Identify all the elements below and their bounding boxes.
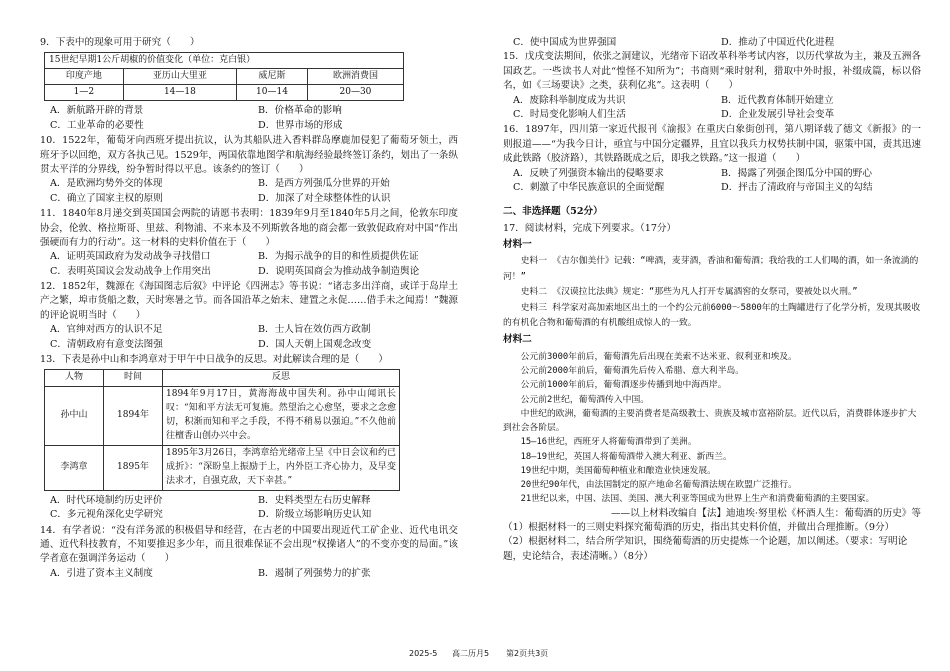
- footer-page-number: 第2页共3页: [506, 649, 549, 658]
- option: B．为揭示战争的目的和性质提供佐证: [258, 251, 419, 263]
- material-line: 21世纪以来，中国、法国、美国、澳大利亚等国成为世界上生产和消费葡萄酒的主要国家。: [520, 494, 875, 505]
- option: D．国人天朝上国观念改变: [258, 338, 372, 350]
- option: C．确立了国家主权的原则: [50, 192, 163, 204]
- footer-grade: 高二历月5: [452, 649, 490, 658]
- section-title: 二、非选择题（52分）: [503, 206, 603, 218]
- option: B．士人旨在效仿西方政制: [258, 324, 371, 336]
- question-10-stem: 10．1522年，葡萄牙向西班牙提出抗议，认为其船队进入香料群岛摩鹿加侵犯了葡萄牙领土，西班牙予以回绝，双方各执己见。1529年，两国依靠地图学和航海经验最终签订条约，划出了一条纵贯太平洋的分界线，纷争暂时得以平息。该条约的签订（ ）: [40, 135, 458, 175]
- option: A．官绅对西方的认识不足: [50, 324, 163, 336]
- option: B．揭露了列强企图瓜分中国的野心: [721, 167, 872, 179]
- table-row: [45, 446, 400, 491]
- table-title: 15世纪早期1公斤胡椒的价值变化（单位：克白银）: [45, 53, 404, 69]
- table-cell: 20—30: [307, 85, 403, 101]
- question-10: [40, 134, 458, 206]
- option: C．表明英国议会发动战争上作用突出: [50, 265, 211, 277]
- material-line: 20世纪90年代，由法国制定的原产地命名葡萄酒法规在欧盟广泛推行。: [520, 480, 797, 491]
- option: A．新航路开辟的背景: [50, 105, 144, 117]
- question-9-options: [40, 104, 458, 133]
- question-11: [40, 207, 458, 279]
- material-1-title: 材料一: [503, 239, 532, 251]
- question-9: [40, 36, 458, 133]
- question-15-options: [503, 94, 921, 123]
- option: D．企业发展引导社会变革: [721, 108, 835, 120]
- material-line: 15—16世纪，西班牙人将葡萄酒带到了美洲。: [520, 437, 697, 448]
- question-13-stem: 13．下表是孙中山和李鸿章对于甲午中日战争的反思。对此解读合理的是（ ）: [40, 354, 388, 366]
- footer-date: 2025-5: [409, 649, 438, 658]
- requirement-2: （2）根据材料二，结合所学知识，围绕葡萄酒的历史提炼一个论题，加以阐述。（要求：写明论题，史论结合，表述清晰。）（8分）: [503, 536, 908, 562]
- option: B．价格革命的影响: [258, 105, 342, 117]
- question-9-stem: 9．下表中的现象可用于研究（ ）: [40, 37, 200, 48]
- table-header: 时间: [104, 370, 163, 387]
- question-16: [503, 123, 921, 195]
- option: A．废除科举制度成为共识: [513, 94, 626, 106]
- question-12-stem: 12．1852年，魏源在《海国图志后叙》中评论《四洲志》等书说：“诸志多出洋商，或详于岛岸土产之繁，埠市货船之数，天时寒暑之节。而各国沿革之始末、建置之永促……借手未之闻焉！”魏源的评论说明当时（ ）: [40, 281, 458, 321]
- question-12: [40, 280, 458, 352]
- question-13-options: [40, 494, 458, 523]
- material-line: 公元前2000年前后，葡萄酒先后传入希腊、意大利半岛。: [520, 366, 745, 377]
- question-14-options-cont: [503, 36, 921, 50]
- option: C．工业革命的必要性: [50, 119, 144, 131]
- material-line: 中世纪的欧洲，葡萄酒的主要消费者是高级教士、贵族及城市富裕阶层。近代以后，消费群体逐步扩大到社会各阶层。: [503, 408, 917, 434]
- material-source: ——以上材料改编自【法】迪迪埃·努里松《杯酒人生：葡萄酒的历史》等: [610, 507, 921, 519]
- table-cell: 1894年9月17日，黄海海战中国失利。孙中山闻讯长叹：“知和平方法无可复施。然望治之心愈坚，要求之念愈切，积渐而知和平之手段，不得不稍易以强迫。”不久他前往檀香山创办兴中会。: [163, 387, 400, 446]
- table-cell: 10—14: [237, 85, 308, 101]
- option: A．证明英国政府为发动战争寻找借口: [50, 251, 211, 263]
- material-line: 史料二 《汉谟拉比法典》规定：“那些为凡人打开专属酒窖的女祭司，要被处以火刑。”: [520, 287, 858, 298]
- right-column: [503, 36, 921, 564]
- question-11-options: [40, 250, 458, 279]
- option: A．是欧洲均势外交的体现: [50, 178, 163, 190]
- question-15: [503, 50, 921, 122]
- question-12-options: [40, 323, 458, 352]
- question-17-stem: 17．阅读材料，完成下列要求。（17分）: [503, 222, 677, 234]
- option: A．反映了列强资本输出的侵略要求: [513, 167, 664, 179]
- reflection-table: [44, 369, 400, 491]
- question-15-stem: 15．戊戌变法期间，依张之洞建议，光绪帝下诏改革科举考试内容，以历代掌故为主，兼及五洲各国政艺。一些读书人对此“惶怪不知所为”；书商则“乘时射利，猎取中外时报，补缀成篇，标以俗名，如《三场要诀》之类，获利亿兆”。这表明（ ）: [503, 51, 921, 92]
- table-header: 威尼斯: [237, 69, 308, 85]
- material-line: 公元前2世纪，葡萄酒传入中国。: [520, 394, 650, 405]
- material-1: [503, 254, 921, 331]
- option: B．遏制了列强势力的扩张: [258, 567, 371, 579]
- option: C．时局变化影响人们生活: [513, 108, 626, 120]
- material-line: 史料一 《吉尔伽美什》记载：“啤酒，麦芽酒，香油和葡萄酒；我给我的工人们喝的酒，如一条流淌的河！”: [503, 256, 919, 282]
- material-line: 19世纪中期，美国葡萄种植业和酿造业快速发展。: [520, 465, 716, 476]
- table-cell: 1895年3月26日，李鸿章给光绪帝上呈《中日会议和约已成折》：“深盼皇上振励于上，内外臣工齐心协力，及早变法求才，自强克敌，天下幸甚。”: [163, 446, 400, 491]
- question-16-stem: 16．1897年，四川第一家近代报刊《渝报》在重庆白象街创刊，第八期译载了德文《新报》的一则报道——“为我今日计，亟宜与中国分定疆界，且宜以我兵力权势扶制中国，驱策中国，责其迅速成此铁路（胶济路），其铁路既成之后，即我之铁路。”这一报道（ ）: [503, 124, 921, 165]
- option: D．加深了对全球整体性的认识: [258, 192, 391, 204]
- question-16-options: [503, 167, 921, 196]
- table-header: 亚历山大里亚: [123, 69, 236, 85]
- question-14: [40, 524, 458, 582]
- question-14-stem: 14．有学者说：“没有洋务派的积极倡导和经营，在古老的中国要出现近代工矿企业、近代电讯交通、近代科技教育，不知要推迟多少年，而且很难保证不会出现“权操诸人”的不变亦变的局面。”该学者意在强调洋务运动（ ）: [40, 524, 458, 565]
- option: A．时代环境制约历史评价: [50, 494, 163, 506]
- question-10-options: [40, 177, 458, 206]
- table-cell: 1—2: [45, 85, 124, 101]
- table-cell: 孙中山: [45, 387, 104, 446]
- material-line: 18—19世纪，英国人将葡萄酒带入澳大利亚、新西兰。: [520, 451, 732, 462]
- table-header: 人物: [45, 370, 104, 387]
- left-column: [40, 36, 458, 582]
- option: D．推动了中国近代化进程: [721, 37, 835, 48]
- option: B．近代教育体制开始建立: [721, 94, 834, 106]
- question-13: [40, 353, 458, 523]
- table-cell: 李鸿章: [45, 446, 104, 491]
- option: D．抨击了清政府与帝国主义的勾结: [721, 181, 873, 193]
- table-header: 反思: [163, 370, 400, 387]
- requirement-1: （1）根据材料一的三则史料探究葡萄酒的历史，指出其史料价值，并做出合理推断。（9分）: [503, 521, 895, 533]
- material-2-title: 材料二: [503, 334, 532, 346]
- table-cell: 14—18: [123, 85, 236, 101]
- option: C．刺激了中华民族意识的全面觉醒: [513, 181, 665, 193]
- table-header: 欧洲消费国: [307, 69, 403, 85]
- option: D．世界市场的形成: [258, 119, 343, 131]
- option: C．多元视角深化史学研究: [50, 509, 163, 521]
- option: D．说明英国商会为推动战争制造舆论: [258, 265, 420, 277]
- option: C．使中国成为世界强国: [513, 37, 617, 48]
- question-11-stem: 11．1840年8月递交到英国国会两院的请愿书表明：1839年9月至1840年5月之间，伦敦东印度协会，伦敦、格拉斯哥、里兹、利物浦、不来本及不列斯敦各地的商会都一致敦促政府对中国“作出强硬而有力的行动”。这一材料的史料价值在于（ ）: [40, 208, 458, 248]
- material-line: 公元前3000年前后，葡萄酒先后出现在美索不达米亚、叙利亚和埃及。: [520, 351, 797, 362]
- table-cell: 1894年: [104, 387, 163, 446]
- option: A．引进了资本主义制度: [50, 567, 153, 579]
- question-14-options: [40, 567, 458, 581]
- pepper-price-table: [44, 52, 404, 101]
- option: D．阶级立场影响历史认知: [258, 509, 372, 521]
- option: B．是西方列强瓜分世界的开始: [258, 178, 390, 190]
- option: C．清朝政府有意变法图强: [50, 338, 163, 350]
- material-2: [503, 350, 921, 507]
- table-cell: 1895年: [104, 446, 163, 491]
- table-header: 印度产地: [45, 69, 124, 85]
- option: B．史料类型左右历史解释: [258, 494, 371, 506]
- material-line: 史料三 科学家对高加索地区出土的一个约公元前6000～5800年的土陶罐进行了化学分析，发现其吸收的有机化合物和葡萄酒的有机酸组成惊人的一致。: [503, 302, 921, 329]
- material-line: 公元前1000年前后，葡萄酒逐步传播到地中海西岸。: [520, 380, 727, 391]
- table-row: [45, 387, 400, 446]
